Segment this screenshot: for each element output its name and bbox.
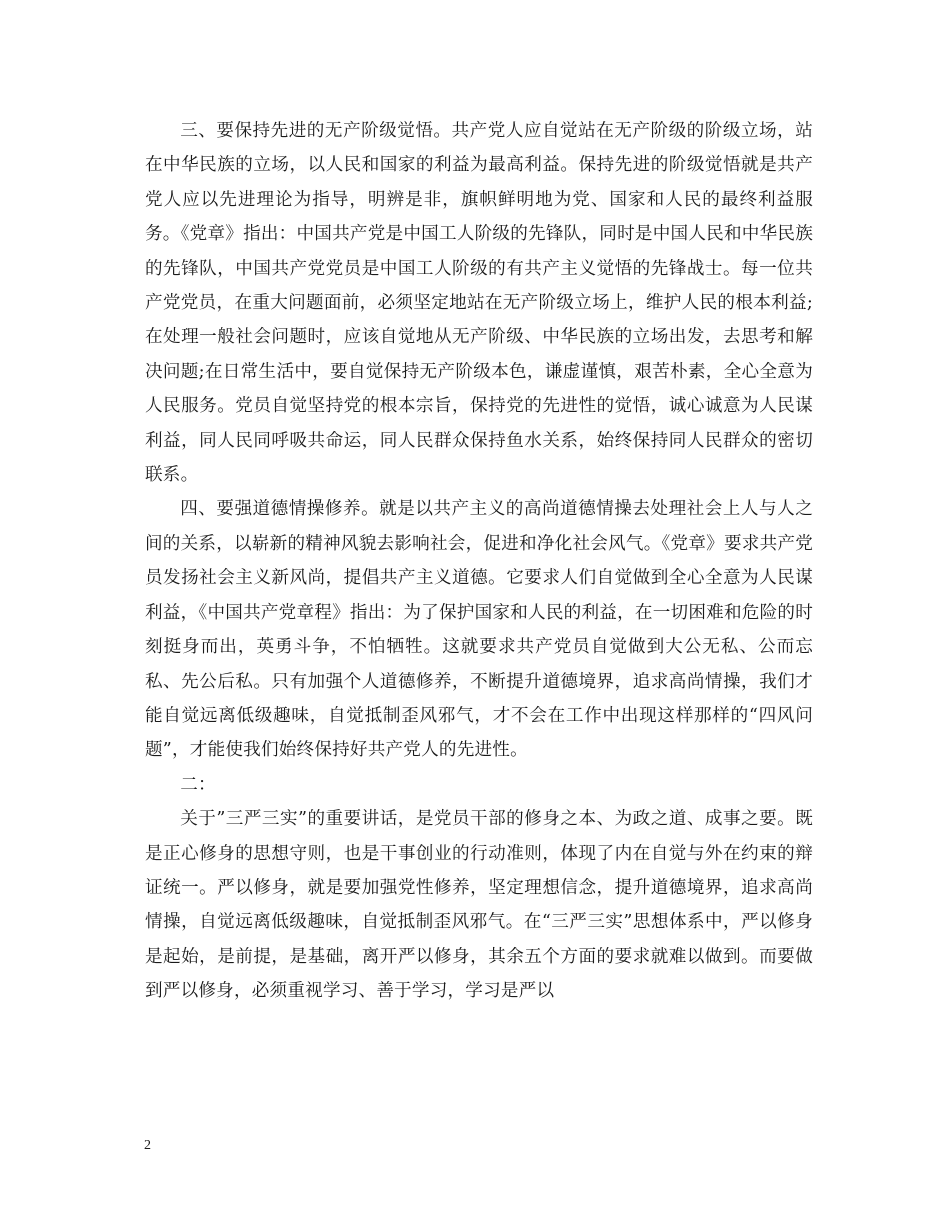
document-body bbox=[145, 114, 813, 1009]
page-number: 2 bbox=[144, 1138, 151, 1153]
paragraph-moral-cultivation: 四、要强道德情操修养。就是以共产主义的高尚道德情操去处理社会上人与人之间的关系，以崭新的精神风貌去影响社会，促进和净化社会风气。《党章》要求共产党员发扬社会主义新风尚，提倡共产主义道德。它要求人们自觉做到全心全意为人民谋利益，《中国共产党章程》指出：为了保护国家和人民的利益，在一切困难和危险的时刻挺身而出，英勇斗争，不怕牺牲。这就要求共产党员自觉做到大公无私、公而忘私、先公后私。只有加强个人道德修养，不断提升道德境界，追求高尚情操，我们才能自觉远离低级趣味，自觉抵制歪风邪气，才不会在工作中出现这样那样的“四风问题”，才能使我们始终保持好共产党人的先进性。 bbox=[145, 499, 813, 761]
paragraph-proletarian-consciousness: 三、要保持先进的无产阶级觉悟。共产党人应自觉站在无产阶级的阶级立场，站在中华民族的立场，以人民和国家的利益为最高利益。保持先进的阶级觉悟就是共产党人应以先进理论为指导，明辨是非，旗帜鲜明地为党、国家和人民的最终利益服务。《党章》指出：中国共产党是中国工人阶级的先锋队，同时是中国人民和中华民族的先锋队，中国共产党党员是中国工人阶级的有共产主义觉悟的先锋战士。每一位共产党党员，在重大问题面前，必须坚定地站在无产阶级立场上，维护人民的根本利益;在处理一般社会问题时，应该自觉地从无产阶级、中华民族的立场出发，去思考和解决问题;在日常生活中，要自觉保持无产阶级本色，谦虚谨慎，艰苦朴素，全心全意为人民服务。党员自觉坚持党的根本宗旨，保持党的先进性的觉悟，诚心诚意为人民谋利益，同人民同呼吸共命运，同人民群众保持鱼水关系，始终保持同人民群众的密切联系。 bbox=[145, 121, 813, 486]
section-heading-two: 二： bbox=[180, 774, 216, 795]
paragraph-three-stricts-three-earnests: 关于”三严三实”的重要讲话，是党员干部的修身之本、为政之道、成事之要。既是正心修身的思想守则，也是干事创业的行动准则，体现了内在自觉与外在约束的辩证统一。严以修身，就是要加强党性修养，坚定理想信念，提升道德境界，追求高尚情操，自觉远离低级趣味，自觉抵制歪风邪气。在“三严三实”思想体系中，严以修身是起始，是前提，是基础，离开严以修身，其余五个方面的要求就难以做到。而要做到严以修身，必须重视学习、善于学习，学习是严以 bbox=[145, 809, 813, 1002]
